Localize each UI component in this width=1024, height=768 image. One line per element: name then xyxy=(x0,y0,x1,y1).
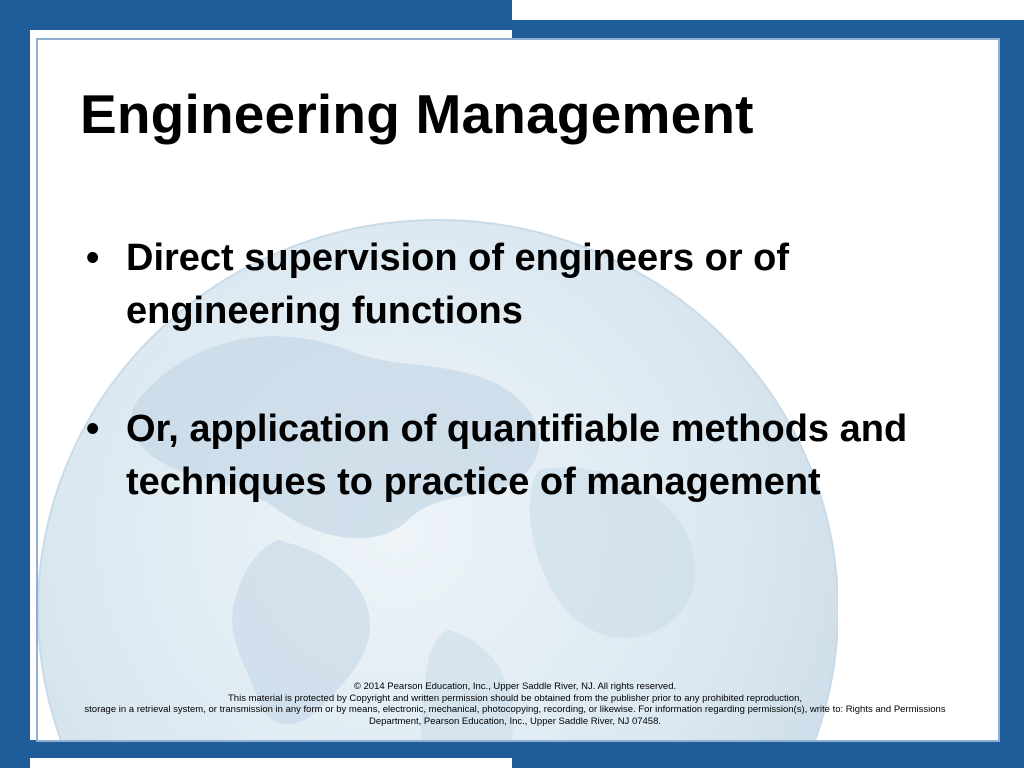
bullet-text: Or, application of quantifiable methods and techniques to practice of management xyxy=(126,408,908,503)
bullet-text: Direct supervision of engineers or of engineering functions xyxy=(126,237,790,332)
bullet-dot: • xyxy=(86,237,100,279)
frame-top-band xyxy=(0,0,512,30)
footer-line: storage in a retrieval system, or transmission in any form or by means, electronic, mechanical, photocopying, recording, or likewise. For information regarding permission(s), write to: Rights and Permissions xyxy=(84,704,946,715)
bullet-list xyxy=(86,232,956,509)
bullet-dot: • xyxy=(86,408,100,450)
frame-bottom-band xyxy=(512,738,1024,768)
bullet-item xyxy=(86,403,956,509)
frame-top-right-band xyxy=(512,20,1024,38)
bullet-item xyxy=(86,232,956,338)
frame-left-band xyxy=(0,0,30,768)
frame-bottom-left-band xyxy=(0,740,512,758)
footer-line: Department, Pearson Education, Inc., Upper Saddle River, NJ 07458. xyxy=(368,715,662,727)
slide-title: Engineering Management xyxy=(80,83,754,145)
frame-right-band xyxy=(1000,20,1024,768)
footer-line: © 2014 Pearson Education, Inc., Upper Saddle River, NJ. All rights reserved. xyxy=(353,681,677,692)
copyright-footer xyxy=(40,681,990,727)
footer-line: This material is protected by Copyright and written permission should be obtained from the publisher prior to any prohibited reproduction, xyxy=(228,692,802,704)
